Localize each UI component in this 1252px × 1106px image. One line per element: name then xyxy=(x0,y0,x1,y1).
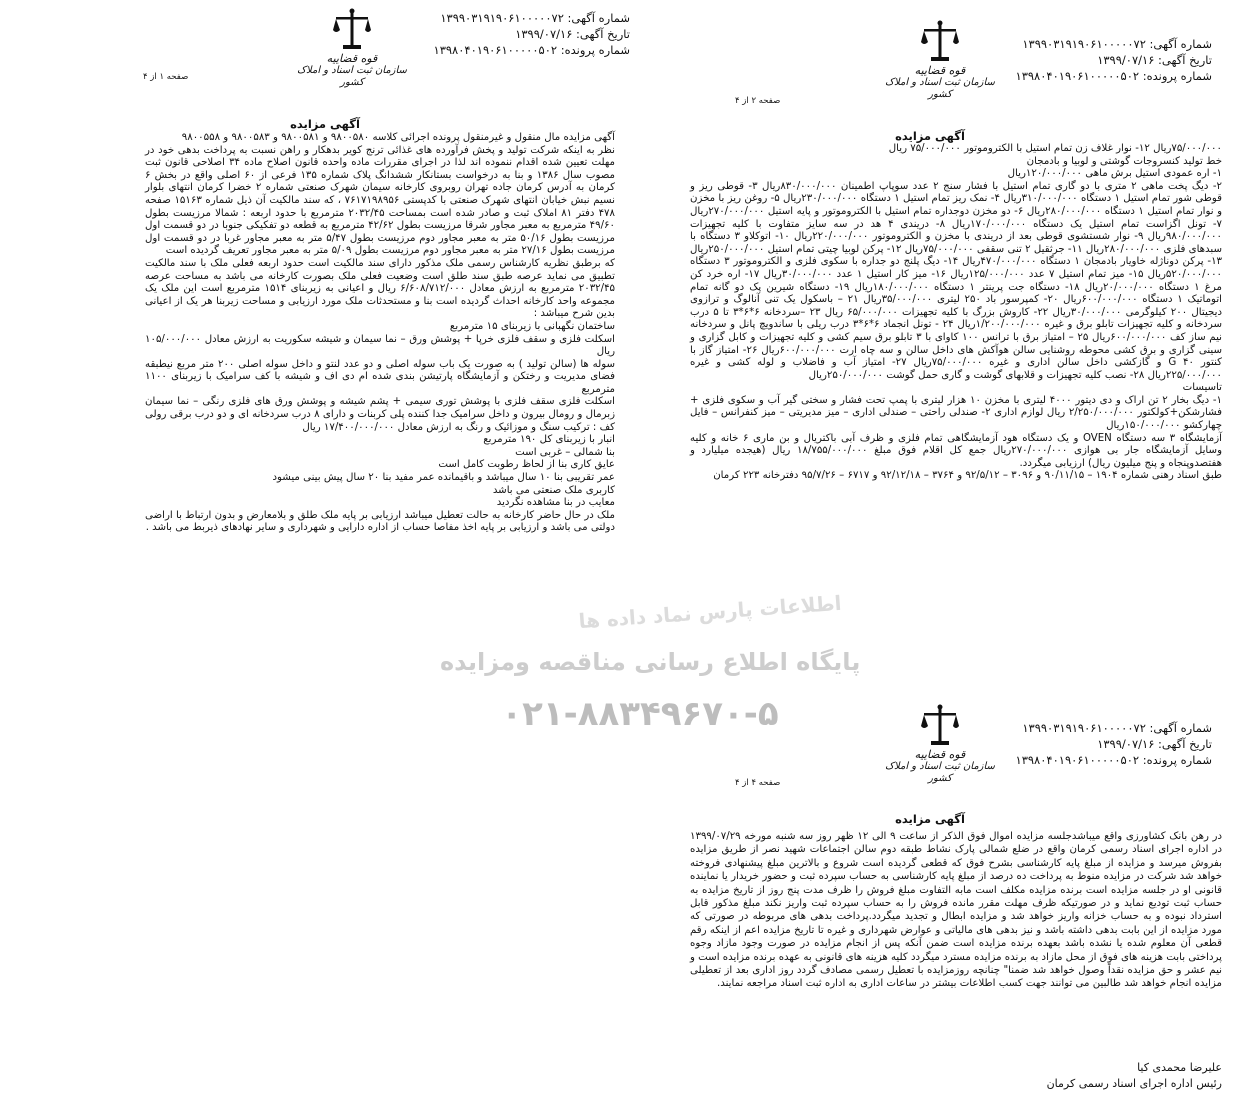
scales-of-justice-icon xyxy=(332,8,372,52)
paragraph: بنا شمالی – غربی است xyxy=(515,446,615,458)
paragraph: ۱- دیگ بخار ۲ تن اراک و دی دیتور ۴۰۰۰ لیتری با مخزن ۱۰ هزار لیتری با پمپ تحت فشار و سختی گیر آب و سکوی فلزی + فشارشکن+کولکتور ۲/۲۵۰/۰۰۰/۰۰۰ ریال لوازم اداری ۲- صندلی راحتی – صندلی اداری – میز مدیریتی – میز کنفرانس – فایل چهارکشو ۱۵۰/۰۰۰/۰۰۰ریال xyxy=(690,394,1223,432)
page-number: صفحه ۲ از ۴ xyxy=(735,96,781,106)
ad-meta xyxy=(1002,36,1212,84)
paragraph: معایب در بنا مشاهده نگردید xyxy=(496,497,615,509)
paragraph: که برطبق نظریه کارشناس رسمی ملک مذکور دارای سند مالکیت است حدود اربعه فعلی ملک با سند مالکیت تطبیق می نماید عرصه طبق سند طلق است وضعیت فعلی ملک بصورت کارخانه می باشد به مساحت عرصه ۲۰۳۲/۴۵ مترمربع به ارزش معادل ۶/۶۰۸/۷۱۲/۰۰۰ ریال و اعیانی به زیربنای ۱۵۱۴ مترمربع است این ملک یک مجموعه واحد کارخانه احداث گردیده است بنا و مستحدثات ملک مورد ارزیابی و مساحت زیربنا هر یک از اعیانی بدین شرح میباشد : xyxy=(145,257,616,320)
org-label: سازمان ثبت اسناد و املاک کشور xyxy=(885,77,995,100)
watermark-faint: اطلاعات پارس نماد داده ها xyxy=(577,590,843,634)
page-2-body xyxy=(690,143,1222,483)
judiciary-label: قوه قضاییه xyxy=(914,64,966,77)
paragraph: ۲- دیگ پخت ماهی ۲ متری با دو گاری تمام استیل با فشار سنج ۲ عدد سوپاپ اطمینان ۸۳۰/۰۰۰/۰۰۰ریال ۳- قوطی ریز و قوطی شور تمام استیل ۱ دستگاه ۳۱۰/۰۰۰/۰۰۰ریال ۴- نمک ریز تمام استیل ۱ دستگاه ۲۳۰/۰۰۰/۰۰۰ریال ۵- روغن ریز با مخزن و نوار تمام استیل ۱ دستگاه ۲۸۰/۰۰۰/۰۰۰ریال ۶- دو مخزن دوجداره تمام استیل با الکتروموتور و پایه استیل ۲۷۰/۰۰۰/۰۰۰ریال ۷- تونل اگزاست تمام استیل یک دستگاه ۱۷۰/۰۰۰/۰۰۰ریال ۸- دریندی ۴ هد در سه سایز متفاوت با کلیه تجهیزات ۹۸۰/۰۰۰/۰۰۰ریال ۹- نوار شستشوی قوطی بعد از دریندی با مخزن و الکتروموتور ۲۲۰/۰۰۰/۰۰۰ریال ۱۰- اتوکلاو ۳ دستگاه با سبدهای فلزی ۲۸۰/۰۰۰/۰۰۰ریال ۱۱- جرثقیل ۲ تنی سقفی ۷۵/۰۰۰/۰۰۰ریال ۱۲- پرکن لوبیا چیتی تمام استیل ۲۵۰/۰۰۰/۰۰۰ریال ۱۳- پرکن دوناژله خاویار بادمجان ۱ دستگاه ۴۷۰/۰۰۰/۰۰۰ریال ۱۴- دیگ پلنج دو جداره با سکوی فلزی و الکتروموتور ۳ دستگاه ۵۲۰/۰۰۰/۰۰۰ریال ۱۵- میز تمام استیل ۷ عدد ۱۲۵/۰۰۰/۰۰۰ریال ۱۶- میز کار استیل ۱ عدد ۳۰/۰۰۰/۰۰۰ریال ۱۷- اره خرد کن مرغ ۱ دستگاه ۲۰/۰۰۰/۰۰۰ریال ۱۸- دستگاه جت پرینتر ۱ دستگاه ۱۸۰/۰۰۰/۰۰۰ریال ۱۹- دستگاه شیرین پک دو گانه تمام اتوماتیک ۱ دستگاه ۶۰۰/۰۰۰/۰۰۰ریال ۲۰- کمپرسور باد ۲۵۰ لیتری ۳۵/۰۰۰/۰۰۰ریال ۲۱ – باسکول یک تنی آنالوگ و ترازوی دیجیتال ۲۰۰ کیلوگرمی ۳۰/۰۰۰/۰۰۰ریال ۲۲- کاروش بزرگ با کلیه تجهیزات ۶۵/۰۰۰/۰۰۰ ریال ۲۳ –سردخانه ۶*۶*۳ تا ۵ درب سردخانه و کلیه تجهیزات تابلو برق و غیره ۱/۲۰۰/۰۰۰/۰۰۰ریال ۲۴ - تونل انجماد ۶*۶*۳ درب ریلی با ساندویچ پانل و سردخانه نیم ساز کف ۶۰۰/۰۰۰/۰۰۰ریال ۲۵ – امتیاز برق با ترانس ۱۰۰ کاوای با ۳ تابلو برق سیم کشی و کلیه تجهیزات و کابل گزاری و سینی گزاری و برق کشی محوطه روشنایی سالن هوآکش های داخل سالن و سه چاه ارت ۶۰۰/۰۰۰/۰۰۰ریال ۲۶- امتیاز گاز با کنتور G ۴۰ و گازکشی داخل سالن اداری و غیره ۷۵/۰۰۰/۰۰۰ریال ۲۷- امتیاز آب و فاضلاب و لوله کشی و غیره ۲۲۵/۰۰۰/۰۰۰ریال ۲۸- نصب کلیه تجهیزات و قلابهای گوشت و گاری حمل گوشت ۲۵۰/۰۰۰/۰۰۰ریال xyxy=(690,180,1223,381)
watermark-line-1: پایگاه اطلاع رسانی مناقصه ومزایده xyxy=(440,648,861,676)
paragraph: ۱- اره عمودی استیل برش ماهی ۱۲۰/۰۰۰/۰۰۰ریال xyxy=(1007,168,1222,180)
paragraph: اسکلت فلزی سقف فلزی با پوشش توری سیمی + پشم شیشه و پوشش ورق های فلزی رنگی – نما سیمان زبرمال و رومال بیرون و داخل سرامیک جدا کننده پلی کربنات و دارای ۸ درب سردخانه ای و دو درب برقی رولی کف : ترکیب سنگ و موزائیک و رنگ به ارزش معادل ۱۷/۴۰۰/۰۰۰/۰۰۰ ریال xyxy=(145,396,615,433)
page-number: صفحه ۱ از ۴ xyxy=(143,72,189,82)
case-number: شماره پرونده: ۱۳۹۸۰۴۰۱۹۰۶۱۰۰۰۰۰۵۰۲ xyxy=(1015,753,1212,767)
paragraph: سوله ها (سالن تولید ) به صورت یک باب سوله اصلی و دو عدد لنتو و داخل سوله اصلی ۲۰۰ متر مربع نیطبقه فضای مدیریت و رختکن و آزمایشگاه پارتیشن بندی شده ام دی اف و شیشه با کف سرامیک با زیربنای ۱۱۰۰ مترمربع xyxy=(145,358,615,395)
scales-of-justice-icon xyxy=(920,20,960,64)
paragraph: نظر به اینکه شرکت تولید و پخش فرآورده های غذائی ترنج کویر بدهکار و راهن نسبت به پرداخت بدهی خود در مهلت تعیین شده اقدام ننموده اند لذا در اجرای مقررات ماده واحده قانون اصلاح ماده ۳۴ اصلاحی قانون ثبت مصوب سال ۱۳۸۶ و بنا به درخواست بستانکار ششدانگ پلاک شماره ۱۳۵ فرعی از ۶۰ اصلی واقع در بخش ۶ کرمان به آدرس کرمان جاده تهران روبروی کارخانه سیمان شهرک صنعتی شماره ۲ خضرا کرمان انتهای بلوار نسیم نبش خیابان انتهای شهرک صنعتی با کدپستی ۷۶۱۷۱۹۸۹۵۶ ، که سند مالکیت آن ذیل شماره ۱۵۱۶۳ صفحه ۴۷۸ دفتر ۸۱ املاک ثبت و صادر شده است بمساحت ۲۰۳۲/۴۵ مترمربع با حدود اربعه : شمالا مرزیست بطول ۴۹/۶۰ مترمربع به معبر مجاور شرقا مرزیست بطول ۴۲/۶۲ مترمربع به قطعه دو تفکیکی جنوبا در دو قسمت اول مرزیست بطول ۵۰/۱۶ متر به معبر مجاور دوم مرزیست بطول ۵/۴۷ متر به معبر مجاور غربا در دو قسمت اول مرزیست بطول ۲۷/۱۶ متر به معبر مجاور دوم مرزیست بطول ۵/۰۹ متر به معبر مجاور تعریف گردیده است xyxy=(145,144,615,257)
case-number: شماره پرونده: ۱۳۹۸۰۴۰۱۹۰۶۱۰۰۰۰۰۵۰۲ xyxy=(1015,69,1212,83)
paragraph: عایق کاری بنا از لحاظ رطوبت کامل است xyxy=(438,459,615,471)
paragraph: عمر تقریبی بنا ۱۰ سال میباشد و باقیمانده عمر مفید بنا ۲۰ سال پیش بینی میشود xyxy=(272,472,615,484)
page-number: صفحه ۴ از ۴ xyxy=(735,778,781,788)
watermark-phone: ۰۲۱-۸۸۳۴۹۶۷۰-۵ xyxy=(501,694,779,734)
page-4-title: آگهی مزایده xyxy=(895,812,965,826)
judiciary-emblem xyxy=(880,704,1000,785)
judiciary-emblem xyxy=(880,20,1000,101)
ad-date: تاریخ آگهی: ۱۳۹۹/۰۷/۱۶ xyxy=(1097,737,1212,751)
ad-meta xyxy=(420,10,630,58)
page-1-title: آگهی مزایده xyxy=(290,117,360,131)
signature-block xyxy=(1000,1060,1222,1092)
paragraph: در رهن بانک کشاورزی واقع میباشدجلسه مزایده اموال فوق الذکر از ساعت ۹ الی ۱۲ ظهر روز سه شنبه مورخه ۱۳۹۹/۰۷/۲۹ در اداره اجرای اسناد رسمی کرمان واقع در ضلع شمالی پارک نشاط طبقه دوم سالن اجتماعات شهید نصر از طریق مزایده بفروش میرسد و مزایده از مبلغ پایه کارشناسی بشرح فوق که قطعی گردیده است شروع و بالاترین مبلغ پیشنهادی فروخته خواهد شد شرکت در مزایده منوط به پرداخت ده درصد از مبلغ پایه کارشناسی به حساب سپرده ثبت و حضور خریدار یا نماینده قانونی او در جلسه مزایده است برنده مزایده مکلف است مابه التفاوت مبلغ فروش را ظرف مدت پنج روز از تاریخ مزایده به حساب ثبت تودیع نماید و در صورتیکه ظرف مهلت مقرر مانده فروش را به حساب سپرده ثبت واریز نکند مبلغ مذکور قابل استرداد نبوده و به حساب خزانه واریز خواهد شد و مزایده ابطال و تجدید میگردد.پرداخت بدهی های مربوطه در صورتی که مورد مزایده از این بابت بدهی داشته باشد و نیز بدهی های مالیاتی و عوارض شهرداری و غیره تا تاریخ مزایده اعم از اینکه رقم قطعی آن معلوم شده یا نشده باشد بعهده برنده مزایده است ضمن آنکه پس از انجام مزایده در صورت وجود مازاد وجوه پرداختی بابت هزینه های فوق از محل مازاد به برنده مزایده مسترد میگردد کلیه هزینه های قانونی به عهده برنده مزایده است و نیم عشر و حق مزایده نقداً وصول خواهد شد ضمنا" چنانچه روزمزایده با تعطیل رسمی مصادف گردد روز اداری بعد از تعطیلی مزایده انجام خواهد شد طالبین می توانند جهت کسب اطلاعات بیشتر در ساعات اداری به اداره ثبت اسناد مراجعه نمایند. xyxy=(690,831,1222,990)
judiciary-label: قوه قضاییه xyxy=(914,748,966,761)
ad-number: شماره آگهی: ۱۳۹۹۰۳۱۹۱۹۰۶۱۰۰۰۰۰۷۲ xyxy=(1022,37,1212,51)
scales-of-justice-icon xyxy=(920,704,960,748)
paragraph: خط تولید کنسروجات گوشتی و لوبیا و بادمجان xyxy=(1026,155,1222,167)
signer-name: علیرضا محمدی کیا xyxy=(1137,1061,1222,1074)
paragraph: ۷۵/۰۰۰/۰۰۰ریال ۱۲- نوار غلاف زن تمام استیل با الکتروموتور ۷۵/۰۰۰/۰۰۰ ریال xyxy=(888,143,1222,154)
paragraph: آگهی مزایده مال منقول و غیرمنقول پرونده اجرائی کلاسه ۹۸۰۰۵۸۰ و ۹۸۰۰۵۸۱ و ۹۸۰۰۵۸۳ و ۹۸۰۰۵۵۸ xyxy=(181,132,615,143)
paragraph: اسکلت فلزی و سقف فلزی خرپا + پوشش ورق – نما سیمان و شیشه سکوریت به ارزش معادل ۱۰۵/۰۰۰/۰۰۰ ریال xyxy=(145,333,615,358)
org-label: سازمان ثبت اسناد و املاک کشور xyxy=(297,65,407,88)
ad-number: شماره آگهی: ۱۳۹۹۰۳۱۹۱۹۰۶۱۰۰۰۰۰۷۲ xyxy=(440,11,630,25)
page-2-title: آگهی مزایده xyxy=(895,129,965,143)
paragraph: کاربری ملک صنعتی می باشد xyxy=(492,484,615,496)
ad-meta xyxy=(1002,720,1212,768)
case-number: شماره پرونده: ۱۳۹۸۰۴۰۱۹۰۶۱۰۰۰۰۰۵۰۲ xyxy=(433,43,630,57)
paragraph: تاسیسات xyxy=(1182,382,1222,394)
org-label: سازمان ثبت اسناد و املاک کشور xyxy=(885,761,995,784)
judiciary-emblem xyxy=(292,8,412,89)
ad-date: تاریخ آگهی: ۱۳۹۹/۰۷/۱۶ xyxy=(1097,53,1212,67)
paragraph: طبق اسناد رهنی شماره ۱۹۰۴ – ۹۰/۱۱/۱۵ و ۳۰۹۶ – ۹۲/۵/۱۲ و ۳۷۶۴ – ۹۲/۱۲/۱۸ و ۶۷۱۷ – ۹۵/۷/۲۶ دفترخانه ۲۲۳ کرمان xyxy=(713,470,1222,482)
page-1-body xyxy=(145,132,615,535)
paragraph: ساختمان نگهبانی با زیربنای ۱۵ مترمربع xyxy=(449,320,615,332)
paragraph: ملک در حال حاضر کارخانه به حالت تعطیل میباشد ارزیابی بر پایه ملک طلق و بلامعارض و بدون ارتباط با اراضی دولتی می باشد و ارزیابی بر پایه اخذ مفاصا حساب از اداره دارایی و شهرداری و سایر نهادهای ذیربط می باشد . xyxy=(145,509,615,534)
ad-number: شماره آگهی: ۱۳۹۹۰۳۱۹۱۹۰۶۱۰۰۰۰۰۷۲ xyxy=(1022,721,1212,735)
page-4-body xyxy=(690,830,1222,991)
ad-date: تاریخ آگهی: ۱۳۹۹/۰۷/۱۶ xyxy=(515,27,630,41)
signer-title: رئیس اداره اجرای اسناد رسمی کرمان xyxy=(1046,1077,1222,1090)
judiciary-label: قوه قضاییه xyxy=(326,52,378,65)
paragraph: انبار با زیربنای کل ۱۹۰ مترمربع xyxy=(483,434,615,446)
paragraph: آزمایشگاه ۳ سه دستگاه OVEN و یک دستگاه هود آزمایشگاهی تمام فلزی و ظرف آبی باکتریال و بن ماری ۶ خانه و کلیه وسایل آزمایشگاه جار بی هوازی ۲۷۰/۰۰۰/۰۰۰ریال جمع کل اقلام فوق مبلغ ۱۸/۷۵۵/۰۰۰/۰۰۰ ریال (هیجده میلیارد و هفتصدوپنجاه و پنج میلیون ریال) ارزیابی میگردد. xyxy=(690,432,1223,469)
